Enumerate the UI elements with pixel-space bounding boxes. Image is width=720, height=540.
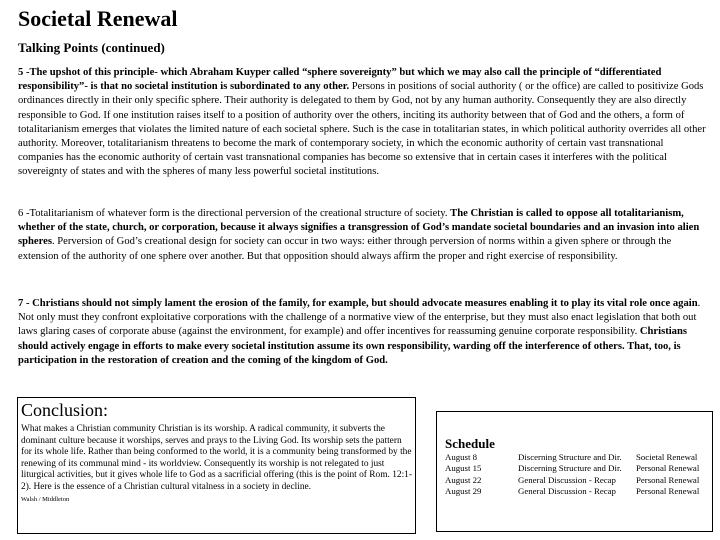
schedule-subtopic: Societal Renewal xyxy=(636,452,698,462)
talking-point-6-bold: The Christian is called to oppose all totalitarianism, whether of the state, church, or corporation, because it always signifies a transgression of God’s mandate societal boundaries and an invasion into alien spheres xyxy=(18,208,700,248)
schedule-row xyxy=(445,452,699,463)
talking-point-5-bold: 5 -The upshot of this principle- which Abraham Kuyper called “sphere sovereignty” but which we may also call the principle of “differentiated responsibility”- is that no societal institution is subordinated to any other. xyxy=(18,67,662,93)
schedule-row xyxy=(445,475,699,486)
talking-point-6-lead: 6 -Totalitarianism of whatever form is the directional perversion of the creational structure of society. xyxy=(18,208,451,219)
schedule-row xyxy=(445,463,699,474)
talking-point-5 xyxy=(18,66,710,180)
page-title: Societal Renewal xyxy=(18,6,178,31)
schedule-subtopic: Personal Renewal xyxy=(636,486,700,497)
schedule-date: August 8 xyxy=(445,452,478,462)
talking-point-6 xyxy=(18,207,710,264)
talking-point-5-text: Persons in positions of social authority ( or the office) are called to positivize Gods ordinances directly in their only specific sphere. Their authority is delegated to them by God, not by any human authority. Consequently they are also directly responsible to God. If one institution raises itself to a position of authority over the others, inciting its authority between that of God and the others, a form of totalitarianism emerges that violates the limited nature of each societal sphere. Such is the case in totalitarian states, in which political authority overrides all other authority. Moreover, totalitarianism threatens to become the mark of contemporary society, in which the economic authority of certain vast transnational companies has the economic authority of certain vast transnational companies has become so extensive that in certain cases it interferes with the political sovereignty of states and with the spheres of many less powerful societal institutions. xyxy=(18,81,706,178)
schedule-title: Schedule xyxy=(445,436,495,451)
talking-point-7-bold: 7 - Christians should not simply lament the erosion of the family, for example, but should advocate measures enabling it to play its vital role once again xyxy=(18,298,698,309)
talking-point-7-text: . Not only must they confront exploitative corporations with the challenge of a normative view of the enterprise, but they must also enact legislation that both out laws glaring cases of corporate abuse (against the environment, for example) and offer incentives for reassuming genuine corporate responsibility. xyxy=(18,298,701,338)
schedule-row xyxy=(445,486,699,497)
talking-point-6-text: . Perversion of God’s creational design for society can occur in two ways: either through perversion of norms within a given sphere or through the extension of the authority of one sphere over another. But that opposition should always affirm the proper and right exercise of responsibility. xyxy=(18,236,672,262)
conclusion-attribution: Walsh / Middleton xyxy=(21,495,70,503)
schedule-subtopic: Personal Renewal xyxy=(636,474,700,485)
schedule-date: August 29 xyxy=(445,486,482,497)
schedule-topic: General Discussion - Recap xyxy=(518,474,616,485)
schedule-box xyxy=(436,411,713,532)
talking-point-7-bold-conclusion: Christians should actively engage in efforts to make every societal institution assume its own responsibility, warding off the interference of others. That, too, is participation in the restoration of creation and the coming of the kingdom of God. xyxy=(18,326,687,366)
schedule-date: August 15 xyxy=(445,463,482,474)
schedule-subtopic: Personal Renewal xyxy=(636,463,700,474)
schedule-topic: Discerning Structure and Dir. xyxy=(518,463,622,474)
talking-point-7 xyxy=(18,297,710,368)
schedule-topic: Discerning Structure and Dir. xyxy=(518,452,622,462)
conclusion-body: What makes a Christian community Christian is its worship. A radical community, it subverts the dominant culture because it worships, serves and prays to the Living God. Its worship sets the pattern for its whole life. Rather than being conformed to the world, it is a community being transformed by the renewing of its communal mind - its worldview. Consequently its worship is not relegated to just liturgical activities, but it gives whole life to God as a sacrificial offering (this is the point of Rom. 12:1-2). Here is the essence of a Christian cultural vitalness in a society in decline. xyxy=(21,424,412,492)
conclusion-title: Conclusion: xyxy=(21,400,109,420)
page-subtitle: Talking Points (continued) xyxy=(18,40,165,55)
schedule-table xyxy=(445,452,699,498)
schedule-date: August 22 xyxy=(445,474,482,485)
schedule-topic: General Discussion - Recap xyxy=(518,486,616,497)
conclusion-box xyxy=(17,397,416,534)
